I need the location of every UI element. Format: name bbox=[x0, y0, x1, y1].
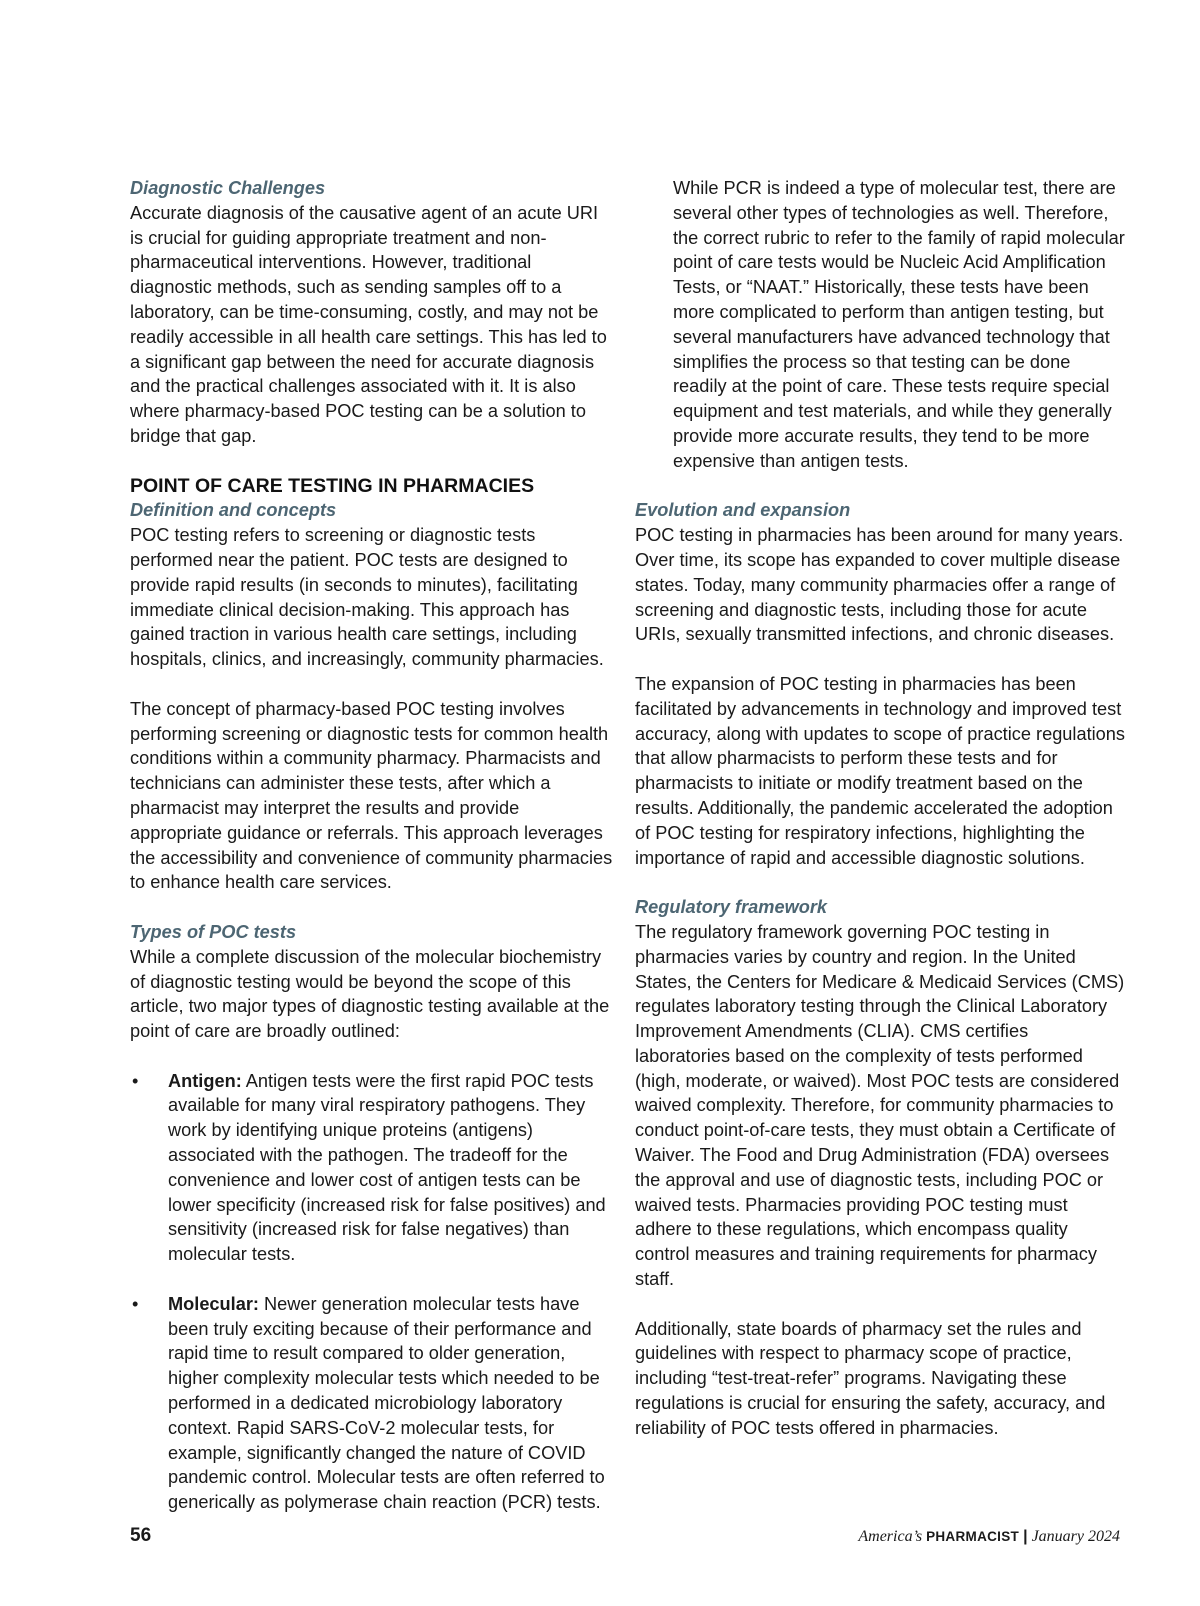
bullet-marker: • bbox=[132, 1293, 139, 1314]
regulatory-paragraph-1: The regulatory framework governing POC testing in pharmacies varies by country and region. In the United States, the Centers for Medicare & Medicaid Services (CMS) regulates laboratory testing through the Clinical Laboratory Improvement Amendments (CLIA). CMS certifies laboratories based on the complexity of tests performed (high, moderate, or waived). Most POC tests are considered waived complexity. Therefore, for community pharmacies to conduct point-of-care tests, they must obtain a Certificate of Waiver. The Food and Drug Administration (FDA) oversees the approval and use of diagnostic tests, including POC or waived tests. Pharmacies providing POC testing must adhere to these regulations, which encompass quality control measures and training requirements for pharmacy staff. bbox=[635, 921, 1125, 1290]
pcr-continuation-block bbox=[635, 176, 1125, 474]
publication-name: PHARMACIST bbox=[926, 1529, 1020, 1544]
publication-prefix: America’s bbox=[858, 1528, 923, 1545]
bullet-term-antigen: Antigen: bbox=[168, 1070, 242, 1091]
bullet-marker: • bbox=[132, 1070, 139, 1091]
regulatory-paragraph-2: Additionally, state boards of pharmacy set the rules and guidelines with respect to pharmacy scope of practice, including “test-treat-refer” programs. Navigating these regulations is crucial for ensuring the safety, accuracy, and reliability of POC tests offered in pharmacies. bbox=[635, 1318, 1106, 1438]
definition-paragraph-1: POC testing refers to screening or diagnostic tests performed near the patient. POC tests are designed to provide rapid results (in seconds to minutes), facilitating immediate clinical decision-making. This approach has gained traction in various health care settings, including hospitals, clinics, and increasingly, community pharmacies. bbox=[130, 525, 604, 670]
right-column bbox=[635, 176, 1125, 1441]
regulatory-heading: Regulatory framework bbox=[635, 897, 828, 918]
bullet-antigen bbox=[130, 1069, 614, 1267]
types-heading: Types of POC tests bbox=[130, 921, 297, 942]
evolution-heading: Evolution and expansion bbox=[635, 500, 851, 521]
bullet-text-molecular: Newer generation molecular tests have been truly exciting because of their performance and rapid time to result compared to older generation, higher complexity molecular tests which needed to be performed in a dedicated microbiology laboratory context. Rapid SARS-CoV-2 molecular tests, for example, significantly changed the nature of COVID pandemic control. Molecular tests are often referred to generically as polymerase chain reaction (PCR) tests. bbox=[168, 1293, 605, 1513]
issue-date: January 2024 bbox=[1031, 1528, 1120, 1545]
footer-separator: | bbox=[1023, 1528, 1028, 1545]
evolution-paragraph-2: The expansion of POC testing in pharmacies has been facilitated by advancements in technology and improved test accuracy, along with updates to scope of practice regulations that allow pharmacists to perform these tests and for pharmacists to initiate or modify treatment based on the results. Additionally, the pandemic accelerated the adoption of POC testing for respiratory infections, highlighting the importance of rapid and accessible diagnostic solutions. bbox=[635, 673, 1125, 868]
page-number: 56 bbox=[130, 1525, 152, 1546]
definition-heading: Definition and concepts bbox=[130, 500, 337, 521]
poc-section-title: POINT OF CARE TESTING IN PHARMACIES bbox=[130, 474, 535, 497]
evolution-paragraph-1: POC testing in pharmacies has been around for many years. Over time, its scope has expanded to cover multiple disease states. Today, many community pharmacies offer a range of screening and diagnostic tests, including those for acute URIs, sexually transmitted infections, and chronic diseases. bbox=[635, 525, 1124, 645]
pcr-continuation: While PCR is indeed a type of molecular test, there are several other types of technologies as well. Therefore, the correct rubric to refer to the family of rapid molecular point of care tests would be Nucleic Acid Amplification Tests, or “NAAT.” Historically, these tests have been more complicated to perform than antigen testing, but several manufacturers have advanced technology that simplifies the process so that testing can be done readily at the point of care. These tests require special equipment and test materials, and while they generally provide more accurate results, they tend to be more expensive than antigen tests. bbox=[673, 178, 1125, 471]
bullet-molecular bbox=[130, 1292, 614, 1515]
bullet-term-molecular: Molecular: bbox=[168, 1293, 259, 1314]
definition-paragraph-2: The concept of pharmacy-based POC testing involves performing screening or diagnostic tests for common health conditions within a community pharmacy. Pharmacists and technicians can administer these tests, after which a pharmacist may interpret the results and provide appropriate guidance or referrals. This approach leverages the accessibility and convenience of community pharmacies to enhance health care services. bbox=[130, 698, 613, 893]
left-column bbox=[130, 176, 614, 1515]
diagnostic-challenges-body: Accurate diagnosis of the causative agent of an acute URI is crucial for guiding appropriate treatment and non-pharmaceutical interventions. However, traditional diagnostic methods, such as sending samples off to a laboratory, can be time-consuming, costly, and may not be readily accessible in all health care settings. This has led to a significant gap between the need for accurate diagnosis and the practical challenges associated with it. It is also where pharmacy-based POC testing can be a solution to bridge that gap. bbox=[130, 202, 607, 446]
publication-footer bbox=[858, 1528, 1120, 1546]
types-intro: While a complete discussion of the molecular biochemistry of diagnostic testing would be beyond the scope of this article, two major types of diagnostic testing available at the point of care are broadly outlined: bbox=[130, 946, 610, 1042]
diagnostic-challenges-heading: Diagnostic Challenges bbox=[130, 178, 326, 198]
bullet-text-antigen: Antigen tests were the first rapid POC tests available for many viral respiratory pathogens. They work by identifying unique proteins (antigens) associated with the pathogen. The tradeoff for the convenience and lower cost of antigen tests can be lower specificity (increased risk for false positives) and sensitivity (increased risk for false negatives) than molecular tests. bbox=[168, 1070, 606, 1265]
